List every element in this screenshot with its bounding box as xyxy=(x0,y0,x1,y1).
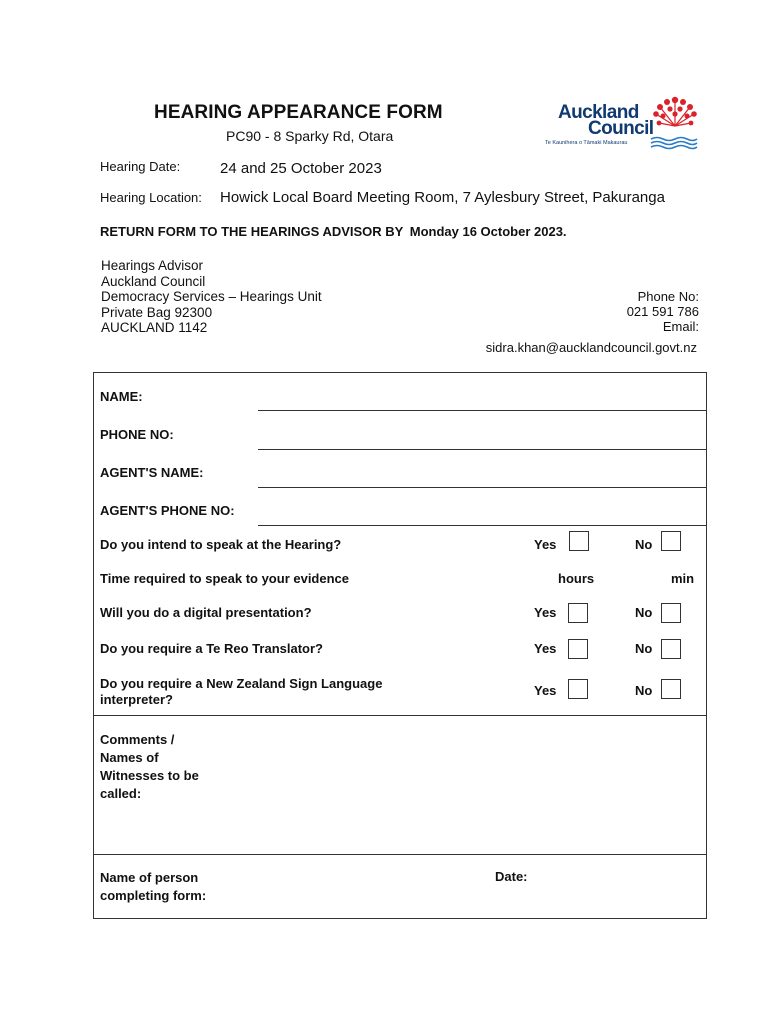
email-label: Email: xyxy=(662,319,699,334)
address-line: Hearings Advisor xyxy=(101,258,204,273)
digital-yes-label: Yes xyxy=(534,605,557,620)
pohutukawa-flower-icon xyxy=(647,96,703,138)
logo-word-council: Council xyxy=(588,118,654,139)
comments-label xyxy=(100,731,199,803)
digital-no-label: No xyxy=(635,605,653,620)
digital-question: Will you do a digital presentation? xyxy=(100,605,312,620)
completed-by-label-line: completing form: xyxy=(100,888,207,903)
name-label: NAME: xyxy=(100,389,143,404)
section-divider xyxy=(94,715,706,716)
comments-label-line: Comments / xyxy=(100,732,175,747)
speak-no-checkbox[interactable] xyxy=(661,531,681,551)
time-question: Time required to speak to your evidence xyxy=(100,571,350,586)
reo-no-checkbox[interactable] xyxy=(661,639,681,659)
hearing-location-value: Howick Local Board Meeting Room, 7 Aylesbury Street, Pakuranga xyxy=(220,189,665,206)
digital-yes-checkbox[interactable] xyxy=(568,603,588,623)
name-field[interactable] xyxy=(258,410,706,411)
comments-label-line: Names of xyxy=(100,750,159,765)
return-notice xyxy=(100,224,567,239)
agent-phone-field[interactable] xyxy=(258,525,706,526)
phone-label: Phone No: xyxy=(637,289,699,304)
agent-name-field[interactable] xyxy=(258,487,706,488)
nzsl-yes-label: Yes xyxy=(534,683,557,698)
speak-no-label: No xyxy=(635,537,653,552)
digital-no-checkbox[interactable] xyxy=(661,603,681,623)
completed-by-label-line: Name of person xyxy=(100,870,199,885)
completed-by-field[interactable] xyxy=(224,863,484,911)
comments-label-line: called: xyxy=(100,786,142,801)
return-notice-date: Monday 16 October 2023. xyxy=(409,224,567,239)
date-field[interactable] xyxy=(534,863,696,911)
comments-field[interactable] xyxy=(224,725,696,849)
address-line: Auckland Council xyxy=(101,273,206,289)
email-address[interactable]: sidra.khan@aucklandcouncil.govt.nz xyxy=(485,340,697,355)
mailing-address xyxy=(101,258,322,336)
logo-tagline: Te Kaunihera o Tāmaki Makaurau xyxy=(545,140,628,146)
return-notice-text: RETURN FORM TO THE HEARINGS ADVISOR BY xyxy=(100,224,404,239)
speak-yes-checkbox[interactable] xyxy=(569,531,589,551)
address-line: Democracy Services – Hearings Unit xyxy=(101,289,322,305)
logo-word-auckland: Auckland xyxy=(558,102,639,123)
nzsl-no-label: No xyxy=(635,683,653,698)
appearance-form xyxy=(93,372,707,919)
reo-yes-label: Yes xyxy=(534,641,557,656)
completed-by-label xyxy=(100,869,206,905)
nzsl-question xyxy=(100,676,382,708)
agent-name-label: AGENT'S NAME: xyxy=(100,465,204,480)
speak-yes-label: Yes xyxy=(534,537,557,552)
reo-no-label: No xyxy=(635,641,653,656)
address-line: AUCKLAND 1142 xyxy=(101,320,208,336)
date-label: Date: xyxy=(495,869,528,884)
nzsl-yes-checkbox[interactable] xyxy=(568,679,588,699)
hearing-date-value: 24 and 25 October 2023 xyxy=(220,160,382,177)
waves-icon xyxy=(650,136,698,150)
min-label: min xyxy=(671,571,695,586)
phone-no-label: PHONE NO: xyxy=(100,427,174,442)
reo-yes-checkbox[interactable] xyxy=(568,639,588,659)
nzsl-question-line: Do you require a New Zealand Sign Language xyxy=(100,676,383,691)
section-divider xyxy=(94,854,706,855)
comments-label-line: Witnesses to be xyxy=(100,768,199,783)
form-subtitle: PC90 - 8 Sparky Rd, Otara xyxy=(226,128,394,144)
nzsl-no-checkbox[interactable] xyxy=(661,679,681,699)
hearing-location-label: Hearing Location: xyxy=(100,190,202,205)
phone-number: 021 591 786 xyxy=(626,304,699,319)
auckland-council-logo xyxy=(544,96,704,154)
reo-question: Do you require a Te Reo Translator? xyxy=(100,641,323,656)
hearing-date-label: Hearing Date: xyxy=(100,159,181,174)
address-line: Private Bag 92300 xyxy=(101,304,213,320)
speak-question: Do you intend to speak at the Hearing? xyxy=(100,537,342,552)
agent-phone-label: AGENT'S PHONE NO: xyxy=(100,503,235,518)
phone-no-field[interactable] xyxy=(258,449,706,450)
hours-label: hours xyxy=(558,571,595,586)
nzsl-question-line: interpreter? xyxy=(100,692,173,707)
form-title: HEARING APPEARANCE FORM xyxy=(154,102,443,123)
